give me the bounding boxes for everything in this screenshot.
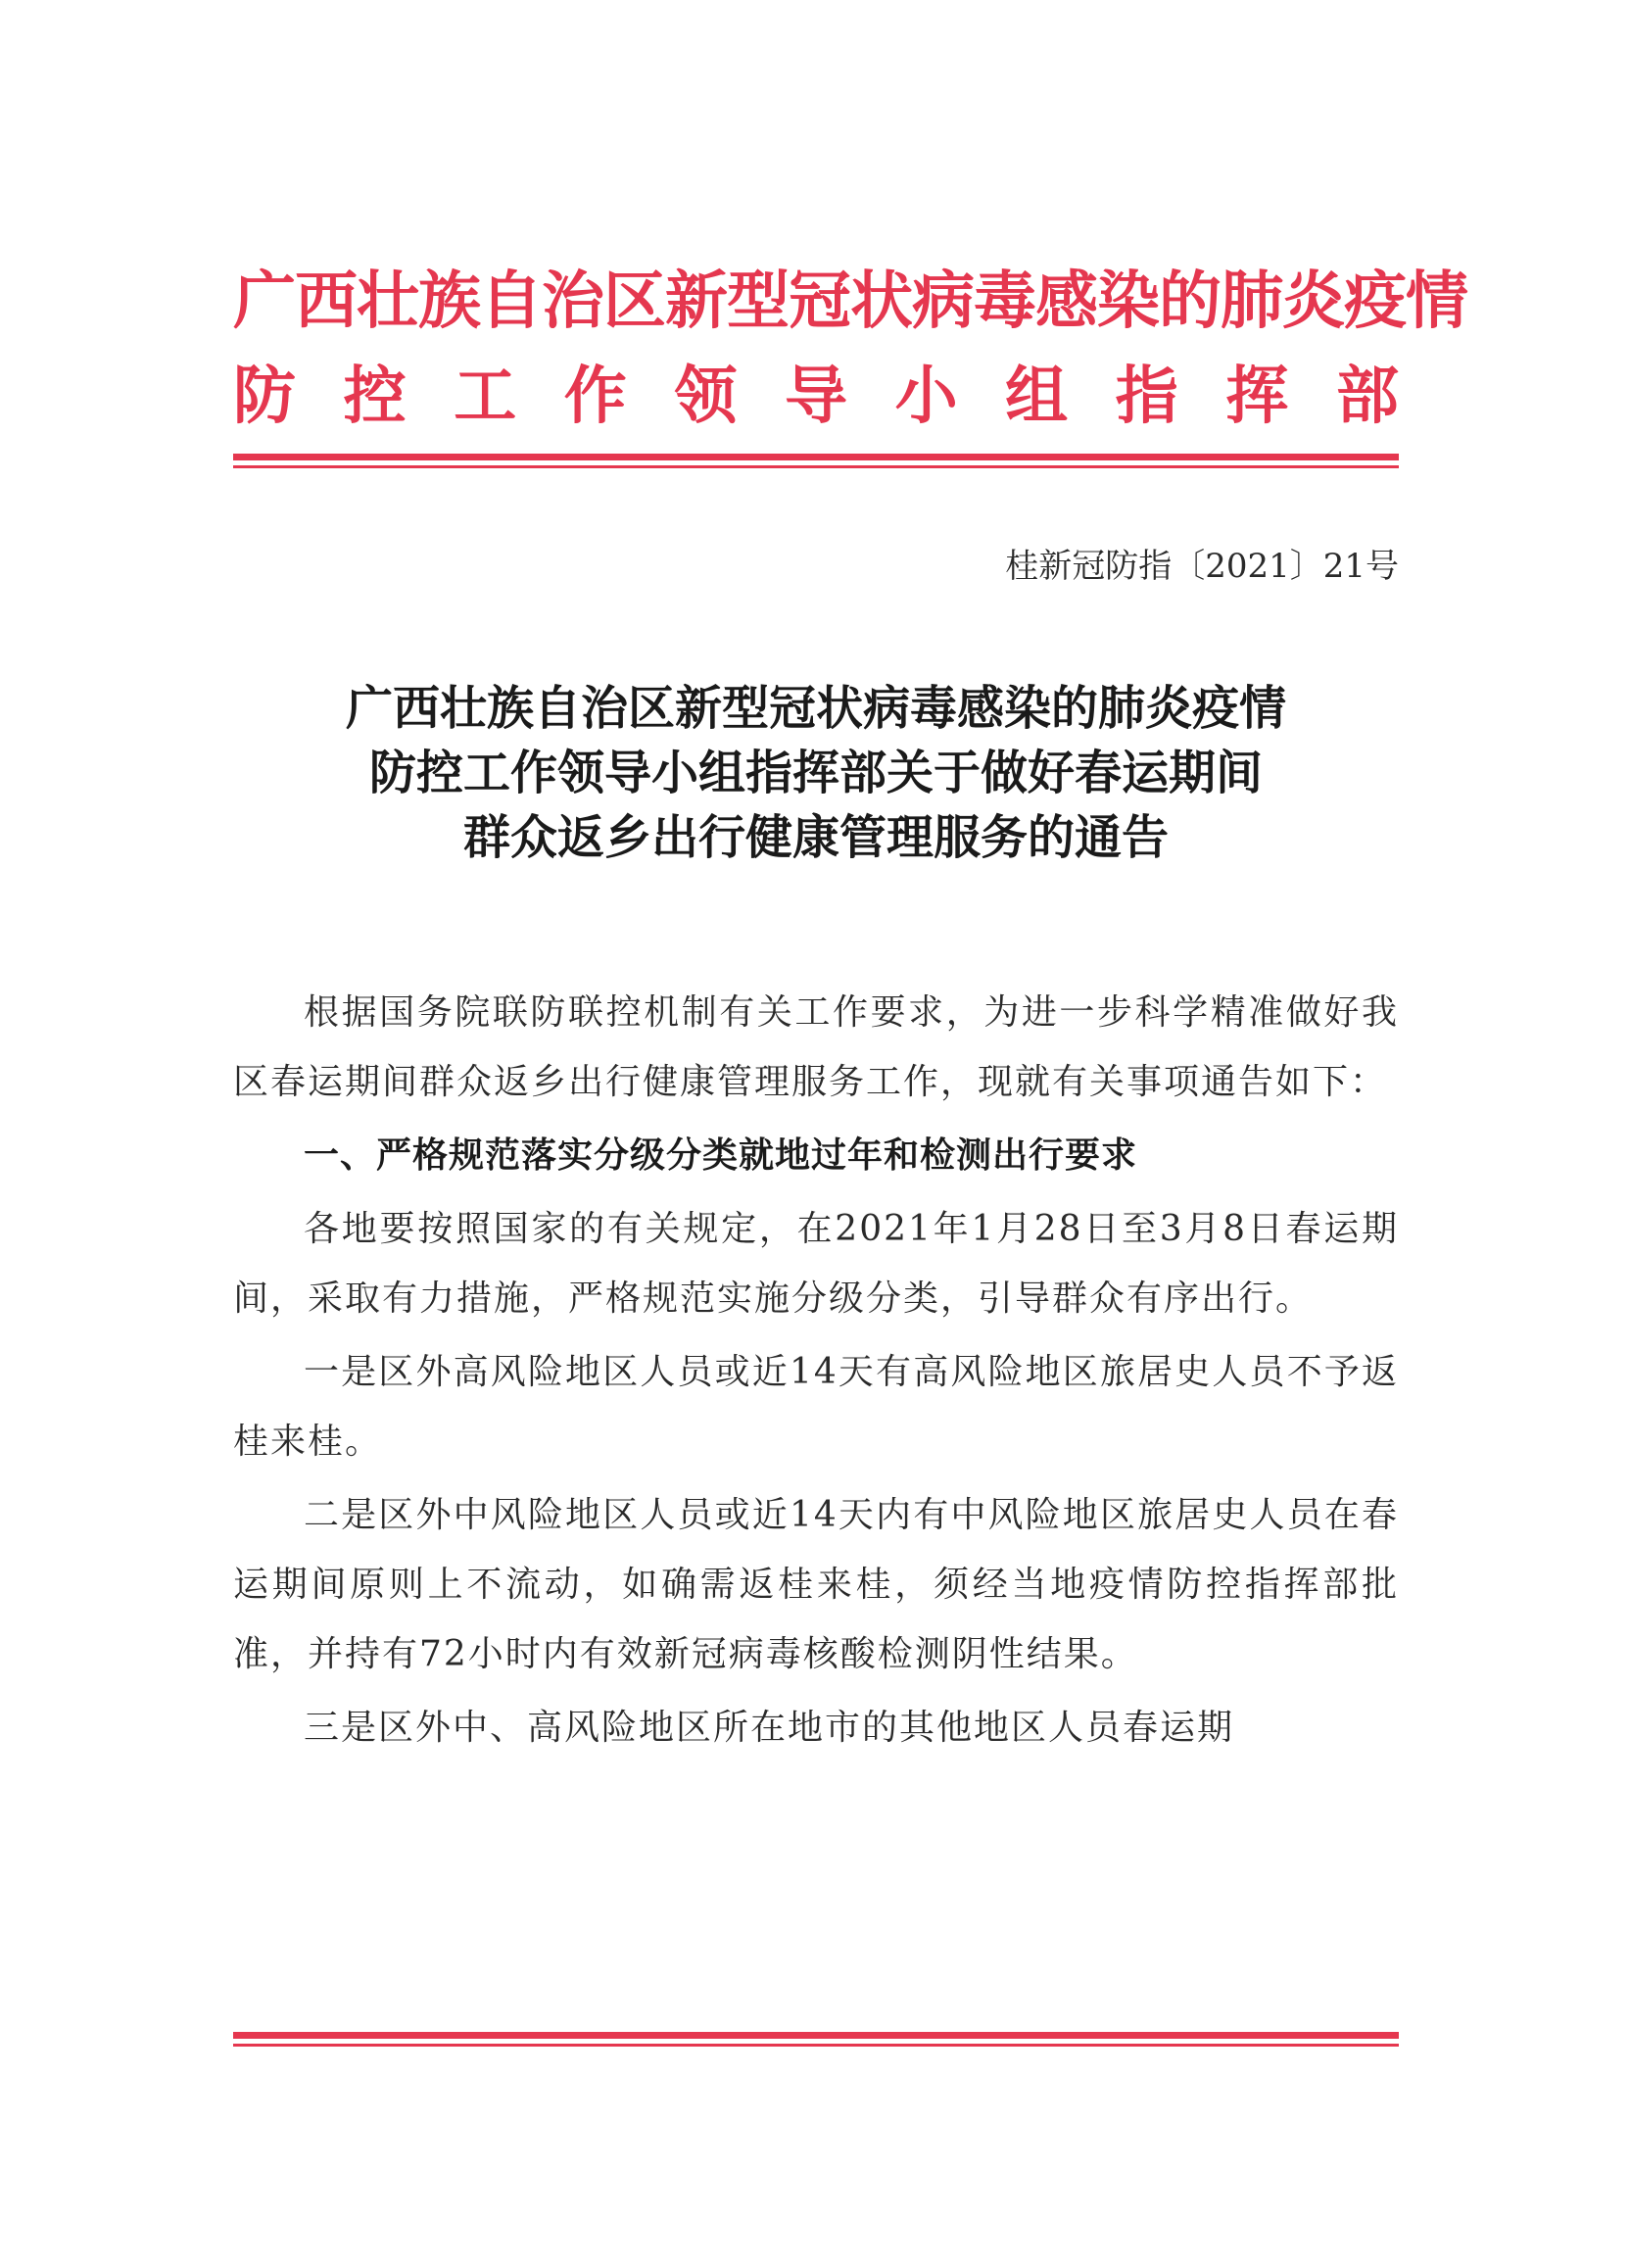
masthead-char: 防 — [233, 360, 296, 433]
footer-divider-thick — [233, 2032, 1399, 2039]
document-number: 桂新冠防指〔2021〕21号 — [1005, 547, 1399, 586]
section-heading-1: 一、严格规范落实分级分类就地过年和检测出行要求 — [304, 1135, 1138, 1176]
intro-paragraph: 根据国务院联防联控机制有关工作要求，为进一步科学精准做好我区春运期间群众返乡出行健康管理服务工作，现就有关事项通告如下： — [233, 992, 1399, 1102]
masthead-title-line1: 广西壮族自治区新型冠状病毒感染的肺炎疫情 — [233, 265, 1467, 338]
title-line-2: 防控工作领导小组指挥部关于做好春运期间 — [368, 746, 1263, 800]
section1-paragraph: 各地要按照国家的有关规定，在2021年1月28日至3月8日春运期间，采取有力措施，严格规范实施分级分类，引导群众有序出行。 — [233, 1209, 1399, 1319]
item-paragraph-1: 一是区外高风险地区人员或近14天有高风险地区旅居史人员不予返桂来桂。 — [233, 1352, 1399, 1462]
item-paragraph-3: 三是区外中、高风险地区所在地市的其他地区人员春运期 — [304, 1708, 1235, 1748]
document-body — [233, 978, 1399, 1766]
masthead-char: 作 — [563, 360, 627, 433]
masthead-char: 挥 — [1225, 360, 1289, 433]
masthead-char: 部 — [1335, 360, 1399, 433]
title-line-1: 广西壮族自治区新型冠状病毒感染的肺炎疫情 — [345, 681, 1286, 736]
masthead-char: 工 — [454, 360, 517, 433]
masthead-char: 小 — [894, 360, 958, 433]
masthead-divider-thin — [233, 465, 1399, 468]
item-paragraph-2: 二是区外中风险地区人员或近14天内有中风险地区旅居史人员在春运期间原则上不流动，如确需返桂来桂，须经当地疫情防控指挥部批准，并持有72小时内有效新冠病毒核酸检测阴性结果。 — [233, 1495, 1399, 1674]
masthead-char: 领 — [674, 360, 738, 433]
masthead-char: 控 — [343, 360, 407, 433]
masthead-char: 导 — [784, 360, 847, 433]
title-line-3: 群众返乡出行健康管理服务的通告 — [462, 810, 1169, 865]
document-title — [233, 676, 1399, 870]
footer-divider-thin — [233, 2044, 1399, 2047]
masthead-title-line2 — [233, 358, 1399, 436]
masthead-char: 组 — [1005, 360, 1069, 433]
masthead-char: 指 — [1115, 360, 1178, 433]
masthead-divider-thick — [233, 454, 1399, 460]
